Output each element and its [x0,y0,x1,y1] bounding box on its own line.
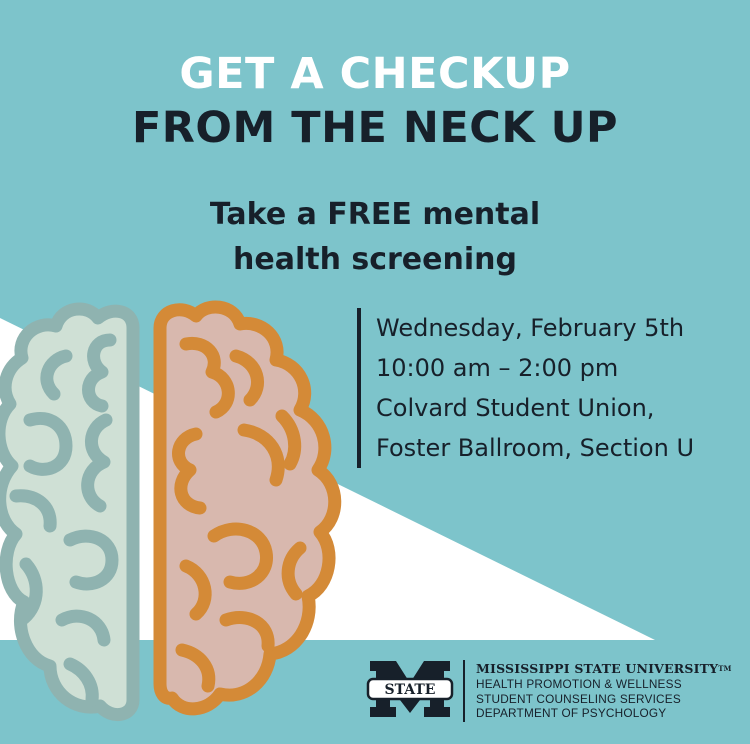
department-2: STUDENT COUNSELING SERVICES [476,691,681,706]
department-3: DEPARTMENT OF PSYCHOLOGY [476,706,667,720]
headline-line-2: FROM THE NECK UP [131,103,619,153]
brain-right-hemisphere-icon [160,307,335,709]
brain-left-hemisphere-icon [0,309,133,715]
department-1: HEALTH PROMOTION & WELLNESS [476,677,682,691]
subheadline-line-1: Take a FREE mental [209,197,541,232]
subheadline-line-2: health screening [233,242,517,277]
trademark: TM [718,664,732,673]
event-venue-line-2: Foster Ballroom, Section U [376,434,695,462]
university-name: MISSISSIPPI STATE UNIVERSITY™ [476,661,732,676]
event-date: Wednesday, February 5th [376,314,685,342]
svg-text:STATE: STATE [384,682,436,698]
msu-m-state-logo [366,659,454,719]
footer-text [476,660,732,721]
headline-line-1: GET A CHECKUP [179,49,571,99]
event-time: 10:00 am – 2:00 pm [376,354,619,382]
event-venue-line-1: Colvard Student Union, [376,394,655,422]
footer-divider [463,660,465,722]
